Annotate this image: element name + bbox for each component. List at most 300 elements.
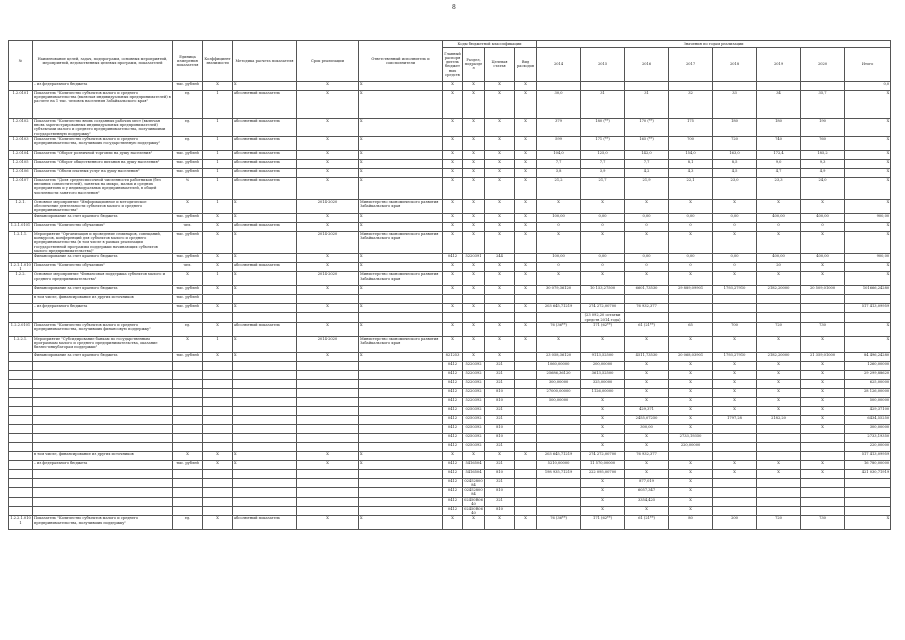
row-year-value: 8,1 xyxy=(669,160,713,169)
row-name xyxy=(33,469,173,478)
row-coef: X xyxy=(203,263,233,272)
row-year-value: X xyxy=(713,406,757,415)
row-target: 321 xyxy=(485,361,515,370)
table-row xyxy=(9,415,891,424)
row-year-value: 4511,73530 xyxy=(625,352,669,361)
row-executor: X xyxy=(359,322,443,336)
row-unit: X xyxy=(173,200,203,214)
row-number: 1.2.2.1. xyxy=(9,336,33,352)
col-executor-header: Ответственный исполнитель и соисполнители xyxy=(359,41,443,82)
row-year-value: 300,00000 xyxy=(537,379,581,388)
row-grbs: 0412 xyxy=(443,433,463,442)
row-section: X xyxy=(463,169,485,178)
row-total: 517 413,09959 xyxy=(845,451,891,460)
row-unit: ед. xyxy=(173,119,203,137)
col-year-header: 2015 xyxy=(581,47,625,81)
row-year-value: 720 xyxy=(713,137,757,151)
row-term: X xyxy=(297,160,359,169)
row-year-value: 180 (**) xyxy=(581,119,625,137)
row-name: Финансирование за счет краевого бюджета xyxy=(33,286,173,295)
row-section: 02450R0640 xyxy=(464,507,483,516)
row-year-value: X xyxy=(713,232,757,254)
row-section: 5220392 xyxy=(463,397,485,406)
row-year-value: X xyxy=(713,460,757,469)
row-year-value: X xyxy=(801,460,845,469)
row-term xyxy=(297,488,359,497)
row-number xyxy=(9,488,33,497)
row-name: Показатель "Оборот розничной торговли на душу населения" xyxy=(33,151,173,160)
row-total: X xyxy=(845,272,891,286)
row-year-value: X xyxy=(581,507,625,516)
row-year-value: 0 xyxy=(581,263,625,272)
row-year-value xyxy=(669,82,713,91)
row-unit: ед. xyxy=(173,137,203,151)
row-year-value: X xyxy=(581,200,625,214)
table-row xyxy=(9,406,891,415)
row-coef: X xyxy=(203,352,233,361)
row-year-value: 8,5 xyxy=(713,160,757,169)
row-year-value xyxy=(757,304,801,313)
row-section: X xyxy=(463,336,485,352)
row-year-value: X xyxy=(581,442,625,451)
row-year-value xyxy=(801,295,845,304)
row-exptype xyxy=(515,388,537,397)
row-year-value: X xyxy=(669,488,713,497)
row-total: 6434,55250 xyxy=(845,415,891,424)
row-year-value: X xyxy=(625,507,669,516)
row-unit: X xyxy=(173,336,203,352)
row-number: 1.2.2. xyxy=(9,272,33,286)
row-year-value: X xyxy=(713,388,757,397)
program-table xyxy=(8,40,891,530)
row-year-value: X xyxy=(757,397,801,406)
row-grbs: 0412 xyxy=(443,379,463,388)
row-coef xyxy=(203,497,233,506)
row-year-value: X xyxy=(625,336,669,352)
row-year-value xyxy=(713,433,757,442)
row-year-value: 4,9 xyxy=(801,169,845,178)
row-coef: 1 xyxy=(203,91,233,119)
row-year-value: 6601,73530 xyxy=(625,286,669,295)
row-year-value: 163,0 xyxy=(713,151,757,160)
row-executor: X xyxy=(359,304,443,313)
row-method xyxy=(233,295,297,304)
row-section: X xyxy=(463,272,485,286)
row-year-value xyxy=(757,82,801,91)
row-year-value: 200,00000 xyxy=(581,361,625,370)
row-grbs: 0412 xyxy=(443,442,463,451)
col-year-header: 2016 xyxy=(625,47,669,81)
row-year-value: 3,8 xyxy=(537,169,581,178)
row-year-value xyxy=(625,295,669,304)
row-section: X xyxy=(463,352,485,361)
table-row xyxy=(9,91,891,119)
col-target-header: Целевая статья xyxy=(485,47,515,81)
row-exptype: X xyxy=(515,304,537,313)
row-year-value xyxy=(801,488,845,497)
row-year-value: 76 (36**) xyxy=(537,516,581,530)
row-target: X xyxy=(485,263,515,272)
row-executor xyxy=(359,370,443,379)
row-executor: X xyxy=(359,451,443,460)
row-section: 0250392 xyxy=(463,424,485,433)
row-year-value: 877,019 xyxy=(625,478,669,487)
row-year-value: 21,9 xyxy=(625,178,669,200)
row-year-value: 65 xyxy=(669,322,713,336)
col-year-header: 2018 xyxy=(713,47,757,81)
row-name: – из федерального бюджета xyxy=(33,304,173,313)
row-coef: 1 xyxy=(203,151,233,160)
row-year-value xyxy=(537,497,581,506)
row-year-value: 198 935,71219 xyxy=(537,469,581,478)
row-year-value: X xyxy=(669,406,713,415)
row-year-value: 20 509,01000 xyxy=(801,286,845,295)
row-total xyxy=(845,295,891,304)
row-year-value: 33 xyxy=(713,91,757,119)
row-exptype: X xyxy=(515,516,537,530)
row-coef: 1 xyxy=(203,119,233,137)
row-year-value: X xyxy=(801,263,845,272)
table-row xyxy=(9,388,891,397)
row-number: 1.2.1.0101 xyxy=(9,223,33,232)
row-year-value xyxy=(537,478,581,487)
row-year-value: X xyxy=(713,469,757,478)
table-row xyxy=(9,352,891,361)
row-year-value: 6057,347 xyxy=(625,488,669,497)
row-unit xyxy=(173,497,203,506)
row-executor xyxy=(359,313,443,322)
row-exptype xyxy=(515,370,537,379)
row-term: 2014-2020 xyxy=(297,232,359,254)
table-row xyxy=(9,254,891,263)
row-year-value: 125,0 xyxy=(581,151,625,160)
row-year-value: X xyxy=(713,379,757,388)
row-term: X xyxy=(297,516,359,530)
row-unit xyxy=(173,442,203,451)
row-exptype xyxy=(515,478,537,487)
row-method: абсолютный показатель xyxy=(233,169,297,178)
row-unit: чел. xyxy=(173,223,203,232)
row-year-value: 0 xyxy=(757,223,801,232)
row-year-value: X xyxy=(801,469,845,478)
row-year-value: 730 xyxy=(801,516,845,530)
row-method: X xyxy=(233,304,297,313)
row-year-value: 0 xyxy=(801,223,845,232)
row-section: X xyxy=(463,178,485,200)
row-total xyxy=(845,507,891,516)
row-year-value: 379 xyxy=(537,119,581,137)
row-year-value: 0 xyxy=(669,223,713,232)
table-row xyxy=(9,424,891,433)
row-name: в том числе, финансирование из других источников xyxy=(33,295,173,304)
row-executor xyxy=(359,397,443,406)
row-executor xyxy=(359,406,443,415)
row-year-value: X xyxy=(581,478,625,487)
row-name xyxy=(33,313,173,322)
row-target: X xyxy=(485,200,515,214)
row-year-value: 0 xyxy=(669,263,713,272)
row-year-value: X xyxy=(757,469,801,478)
row-executor xyxy=(359,379,443,388)
row-year-value: 3613,52500 xyxy=(581,370,625,379)
row-number xyxy=(9,433,33,442)
row-term xyxy=(297,397,359,406)
row-total: 625,00000 xyxy=(845,379,891,388)
row-section: 0250392 xyxy=(463,433,485,442)
row-year-value: 172,4 xyxy=(757,151,801,160)
row-year-value: 61 (21**) xyxy=(625,516,669,530)
row-year-value: 599 xyxy=(537,137,581,151)
row-year-value: X xyxy=(581,336,625,352)
row-name: Показатель "Количество субъектов малого и среднего предпринимательства, получивших финансовую поддержку" xyxy=(33,322,173,336)
row-target: X xyxy=(485,286,515,295)
row-grbs: X xyxy=(443,178,463,200)
table-row xyxy=(9,488,891,497)
row-unit: тыс. рублей xyxy=(173,286,203,295)
row-number xyxy=(9,415,33,424)
row-method xyxy=(233,388,297,397)
row-term xyxy=(297,379,359,388)
row-year-value: 0,00 xyxy=(669,254,713,263)
row-grbs: 0412 xyxy=(443,406,463,415)
row-term xyxy=(297,507,359,516)
row-target: X xyxy=(485,272,515,286)
row-executor: X xyxy=(359,516,443,530)
row-year-value: 61 (21**) xyxy=(625,322,669,336)
row-grbs: 0412 xyxy=(443,370,463,379)
row-term: X xyxy=(297,352,359,361)
row-section: X xyxy=(463,322,485,336)
row-coef: X xyxy=(203,304,233,313)
row-executor xyxy=(359,507,443,516)
row-total: 300,00000 xyxy=(845,424,891,433)
row-grbs: X xyxy=(443,304,463,313)
row-executor: X xyxy=(359,151,443,160)
row-year-value: 1797,28 xyxy=(713,415,757,424)
row-target: X xyxy=(485,516,515,530)
row-year-value xyxy=(537,82,581,91)
row-year-value: 154,0 xyxy=(669,151,713,160)
row-year-value xyxy=(757,478,801,487)
row-term: 2014-2020 xyxy=(297,272,359,286)
row-method: X xyxy=(233,200,297,214)
row-number xyxy=(9,379,33,388)
row-name: – из федерального бюджета xyxy=(33,460,173,469)
row-section: 0250392 xyxy=(463,406,485,415)
row-method: абсолютный показатель xyxy=(233,151,297,160)
row-year-value: X xyxy=(801,361,845,370)
row-year-value xyxy=(713,507,757,516)
row-target: 321 xyxy=(485,415,515,424)
row-exptype xyxy=(515,379,537,388)
row-year-value: 730 xyxy=(801,322,845,336)
row-method: X xyxy=(233,336,297,352)
row-year-value: X xyxy=(713,397,757,406)
row-term xyxy=(297,478,359,487)
row-term: X xyxy=(297,137,359,151)
col-method-header: Методика расчета показателя xyxy=(233,41,297,82)
row-executor: X xyxy=(359,119,443,137)
row-executor xyxy=(359,469,443,478)
row-coef xyxy=(203,397,233,406)
row-name: в том числе, финансирование из других источников xyxy=(33,451,173,460)
row-term xyxy=(297,406,359,415)
row-exptype: X xyxy=(515,169,537,178)
row-year-value: X xyxy=(581,415,625,424)
row-section: X xyxy=(463,160,485,169)
row-name xyxy=(33,370,173,379)
row-year-value: 23 058,36120 xyxy=(537,352,581,361)
row-section: X xyxy=(463,91,485,119)
row-year-value: X xyxy=(801,336,845,352)
row-year-value: X xyxy=(625,433,669,442)
row-term: X xyxy=(297,322,359,336)
row-grbs: 0412 xyxy=(443,424,463,433)
row-target: X xyxy=(485,232,515,254)
row-section: X xyxy=(463,304,485,313)
row-year-value xyxy=(801,82,845,91)
row-coef xyxy=(203,442,233,451)
row-unit: тыс. рублей xyxy=(173,295,203,304)
table-row xyxy=(9,160,891,169)
row-number: 1.2.0104 xyxy=(9,151,33,160)
row-total xyxy=(845,313,891,322)
row-exptype xyxy=(515,406,537,415)
row-year-value: 175 xyxy=(669,119,713,137)
row-section: 0245280084 xyxy=(464,478,483,488)
row-year-value: 7,7 xyxy=(537,160,581,169)
row-method xyxy=(233,507,297,516)
table-row xyxy=(9,223,891,232)
row-section: X xyxy=(463,223,485,232)
row-term: X xyxy=(297,254,359,263)
row-year-value: X xyxy=(713,272,757,286)
row-method xyxy=(233,488,297,497)
row-unit: тыс. рублей xyxy=(173,160,203,169)
table-row xyxy=(9,263,891,272)
row-year-value: 400,00 xyxy=(757,254,801,263)
row-name xyxy=(33,488,173,497)
table-row xyxy=(9,322,891,336)
row-term xyxy=(297,313,359,322)
row-total: 220,00000 xyxy=(845,442,891,451)
row-section xyxy=(463,295,485,304)
row-coef: X xyxy=(203,223,233,232)
row-method xyxy=(233,424,297,433)
row-year-value xyxy=(757,295,801,304)
row-target: 321 xyxy=(485,406,515,415)
row-year-value: X xyxy=(669,424,713,433)
row-unit xyxy=(173,424,203,433)
row-term xyxy=(297,370,359,379)
row-year-value xyxy=(757,433,801,442)
row-section: X xyxy=(463,286,485,295)
row-coef xyxy=(203,379,233,388)
row-year-value: 0 xyxy=(625,223,669,232)
row-exptype xyxy=(515,313,537,322)
row-year-value: X xyxy=(669,200,713,214)
row-year-value: X xyxy=(669,336,713,352)
row-number xyxy=(9,361,33,370)
row-unit: тыс. рублей xyxy=(173,460,203,469)
row-grbs: 0412 xyxy=(443,254,463,263)
row-unit: % xyxy=(173,178,203,200)
row-year-value: X xyxy=(581,433,625,442)
row-name xyxy=(33,379,173,388)
budget-codes-header: Коды бюджетной классификации xyxy=(443,41,537,48)
row-exptype: X xyxy=(515,91,537,119)
table-row xyxy=(9,200,891,214)
row-method: X xyxy=(233,272,297,286)
row-year-value: X xyxy=(757,406,801,415)
row-year-value xyxy=(757,507,801,516)
row-year-value xyxy=(713,478,757,487)
row-target: X xyxy=(485,451,515,460)
row-exptype: X xyxy=(515,82,537,91)
row-year-value: 142,0 xyxy=(625,151,669,160)
row-total: X xyxy=(845,91,891,119)
row-year-value: 185,2 xyxy=(801,151,845,160)
row-year-value: 21,2 xyxy=(537,178,581,200)
row-total: X xyxy=(845,151,891,160)
row-unit xyxy=(173,397,203,406)
row-number xyxy=(9,254,33,263)
row-grbs: 0412 xyxy=(443,388,463,397)
row-year-value: 21,7 xyxy=(581,178,625,200)
row-year-value xyxy=(757,451,801,460)
row-year-value xyxy=(625,82,669,91)
row-coef: 1 xyxy=(203,169,233,178)
row-year-value: X xyxy=(537,200,581,214)
row-year-value: 22,1 xyxy=(669,178,713,200)
row-year-value: 5210,00000 xyxy=(537,460,581,469)
row-grbs xyxy=(443,313,463,322)
row-year-value: X xyxy=(801,272,845,286)
row-grbs: 821253 xyxy=(443,352,463,361)
row-year-value: 2182,20 xyxy=(757,415,801,424)
row-year-value: 29 889,09901 xyxy=(669,286,713,295)
row-grbs: X xyxy=(443,169,463,178)
row-coef: X xyxy=(203,232,233,254)
row-number xyxy=(9,497,33,506)
row-unit: X xyxy=(173,451,203,460)
row-coef xyxy=(203,406,233,415)
row-year-value: 4,5 xyxy=(713,169,757,178)
row-total: X xyxy=(845,200,891,214)
row-total xyxy=(845,488,891,497)
row-exptype: X xyxy=(515,223,537,232)
row-year-value xyxy=(713,451,757,460)
row-exptype: X xyxy=(515,151,537,160)
row-target: 244 xyxy=(485,254,515,263)
row-method: X xyxy=(233,352,297,361)
row-year-value: 23,0 xyxy=(713,178,757,200)
col-year-header: 2014 xyxy=(537,47,581,81)
row-section: X xyxy=(463,82,485,91)
row-method: X xyxy=(233,254,297,263)
row-coef: X xyxy=(203,451,233,460)
row-grbs: 0412 xyxy=(443,488,463,497)
row-total: X xyxy=(845,178,891,200)
row-target: X xyxy=(485,82,515,91)
row-total: X xyxy=(845,160,891,169)
row-term: X xyxy=(297,119,359,137)
row-name xyxy=(33,497,173,506)
row-coef xyxy=(203,469,233,478)
row-unit xyxy=(173,388,203,397)
row-year-value xyxy=(757,424,801,433)
header-row-1 xyxy=(9,41,891,48)
